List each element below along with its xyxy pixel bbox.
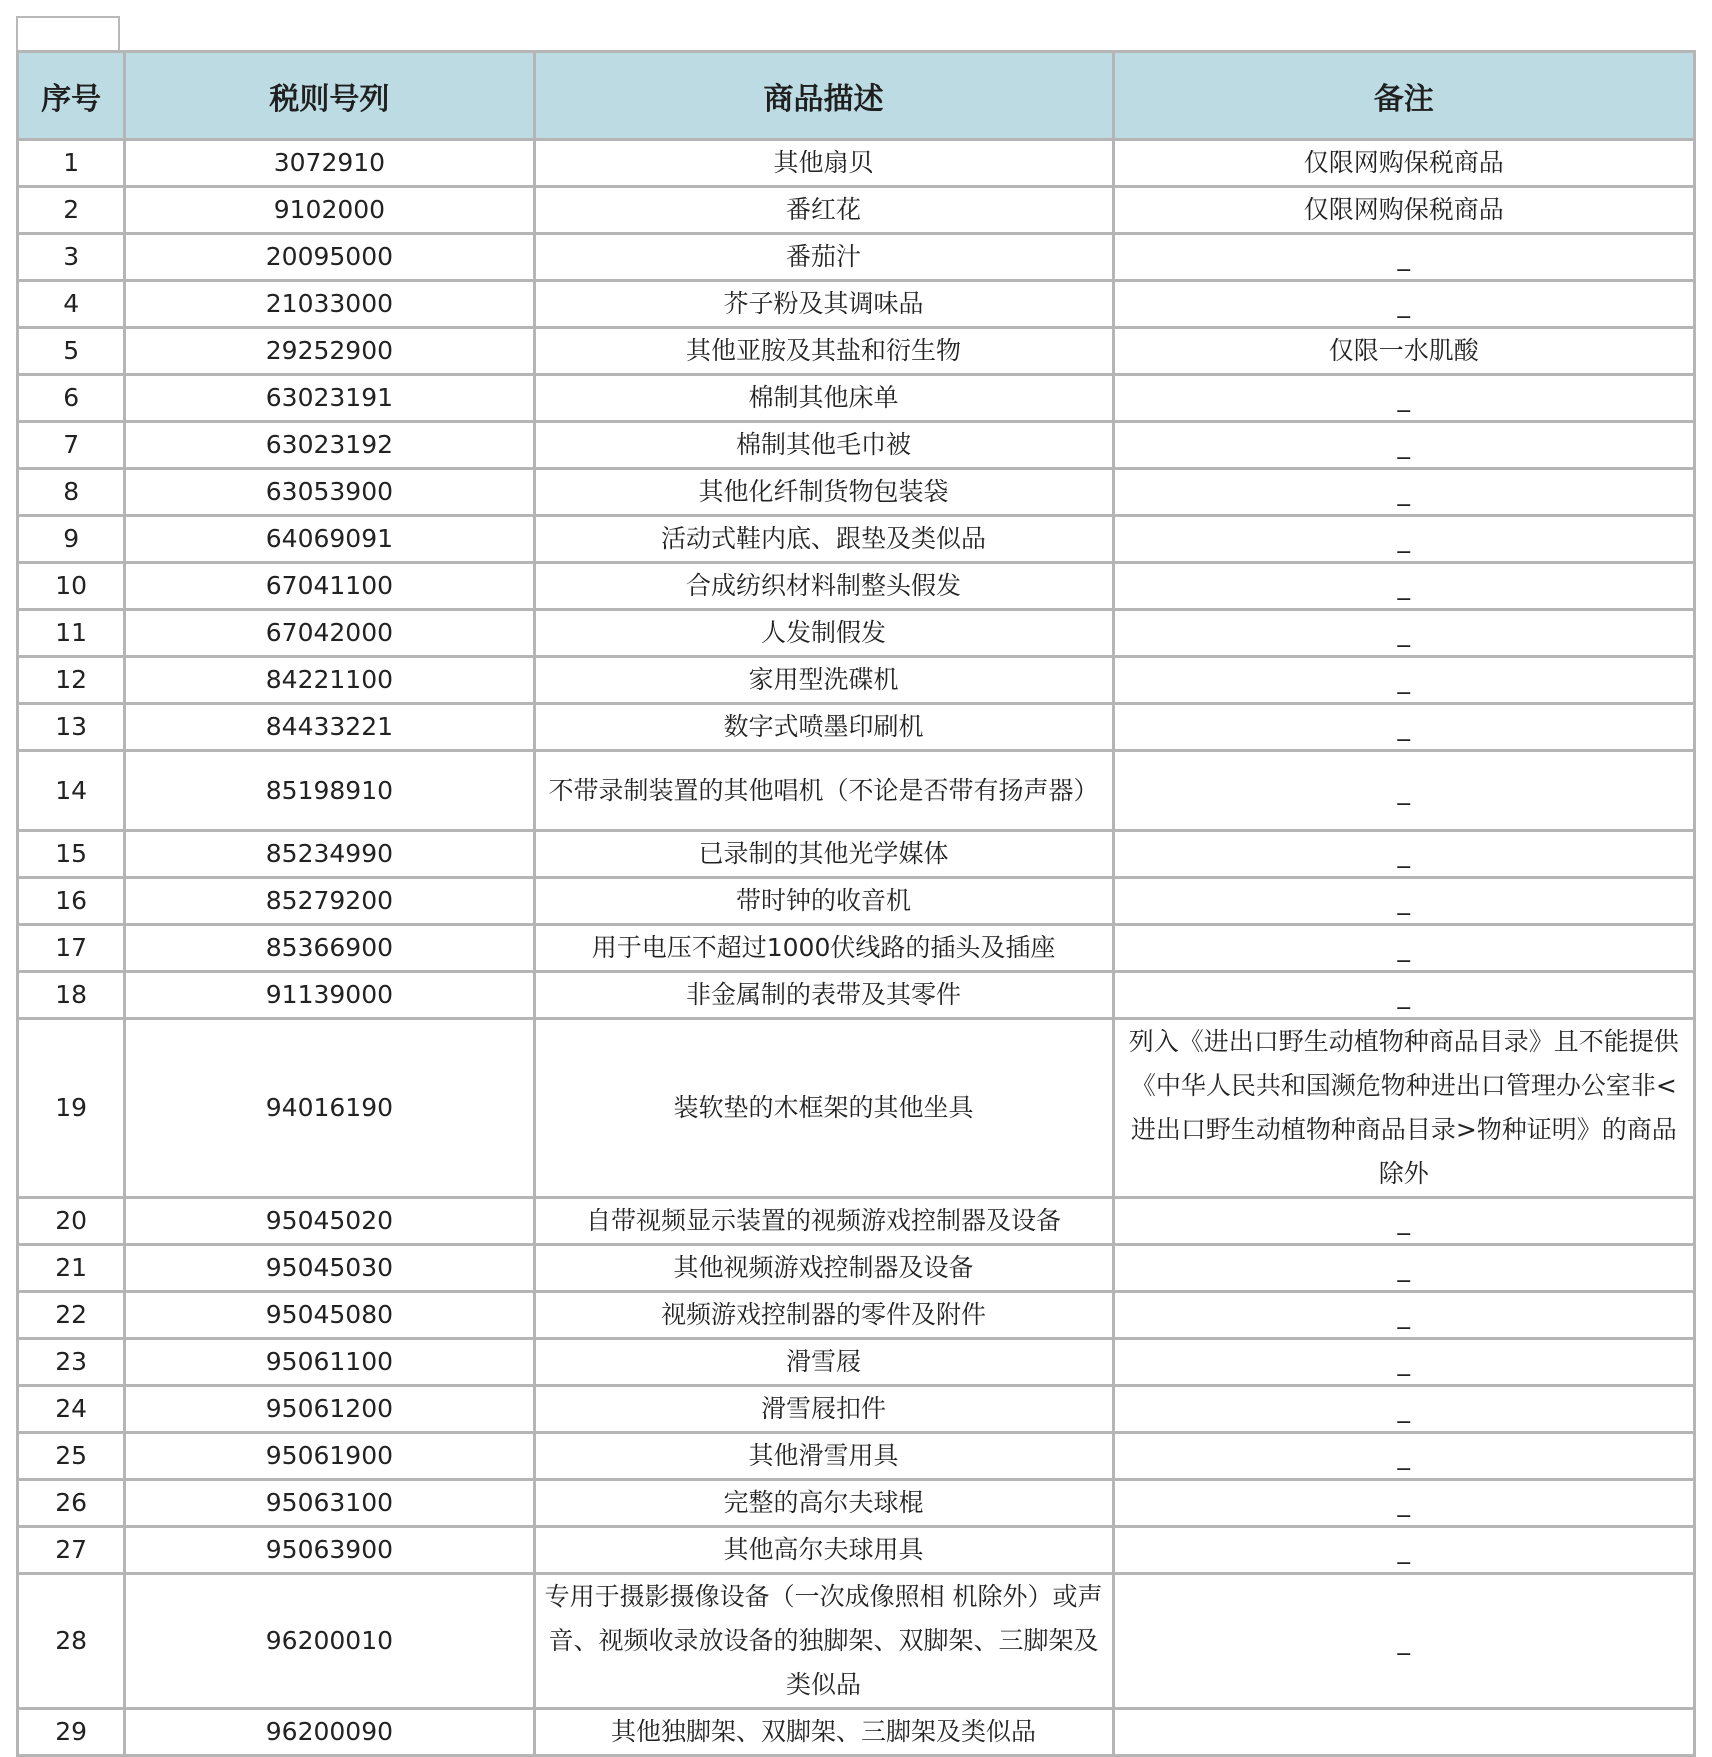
cell-index: 20 bbox=[18, 1198, 125, 1245]
cell-tariff-code: 9102000 bbox=[125, 187, 534, 234]
page bbox=[16, 16, 1696, 1757]
header-remarks: 备注 bbox=[1113, 52, 1694, 140]
cell-index: 5 bbox=[18, 328, 125, 375]
cell-tariff-code: 3072910 bbox=[125, 140, 534, 187]
header-tariff-code: 税则号列 bbox=[125, 52, 534, 140]
cell-index: 28 bbox=[18, 1574, 125, 1709]
cell-tariff-code: 85198910 bbox=[125, 751, 534, 831]
cell-tariff-code: 91139000 bbox=[125, 972, 534, 1019]
cell-remarks: _ bbox=[1113, 1386, 1694, 1433]
table-row bbox=[18, 1433, 1695, 1480]
cell-index: 25 bbox=[18, 1433, 125, 1480]
table-row bbox=[18, 1386, 1695, 1433]
cell-remarks: _ bbox=[1113, 281, 1694, 328]
cell-description: 视频游戏控制器的零件及附件 bbox=[534, 1292, 1113, 1339]
cell-index: 16 bbox=[18, 878, 125, 925]
cell-remarks: _ bbox=[1113, 375, 1694, 422]
cell-remarks: _ bbox=[1113, 516, 1694, 563]
cell-description: 棉制其他床单 bbox=[534, 375, 1113, 422]
cell-remarks: 仅限网购保税商品 bbox=[1113, 187, 1694, 234]
cell-tariff-code: 67041100 bbox=[125, 563, 534, 610]
cell-tariff-code: 84433221 bbox=[125, 704, 534, 751]
table-row bbox=[18, 375, 1695, 422]
cell-description: 不带录制装置的其他唱机（不论是否带有扬声器） bbox=[534, 751, 1113, 831]
cell-tariff-code: 67042000 bbox=[125, 610, 534, 657]
table-body bbox=[18, 140, 1695, 1756]
cell-index: 2 bbox=[18, 187, 125, 234]
header-description: 商品描述 bbox=[534, 52, 1113, 140]
cell-index: 27 bbox=[18, 1527, 125, 1574]
cell-tariff-code: 85366900 bbox=[125, 925, 534, 972]
cell-index: 18 bbox=[18, 972, 125, 1019]
cell-index: 29 bbox=[18, 1709, 125, 1756]
table-row bbox=[18, 751, 1695, 831]
cell-tariff-code: 95061100 bbox=[125, 1339, 534, 1386]
cell-remarks: _ bbox=[1113, 1339, 1694, 1386]
table-row bbox=[18, 657, 1695, 704]
cell-remarks: _ bbox=[1113, 1292, 1694, 1339]
cell-remarks: _ bbox=[1113, 751, 1694, 831]
cell-index: 8 bbox=[18, 469, 125, 516]
cell-remarks: _ bbox=[1113, 1198, 1694, 1245]
header-row bbox=[18, 52, 1695, 140]
cell-tariff-code: 64069091 bbox=[125, 516, 534, 563]
cell-description: 棉制其他毛巾被 bbox=[534, 422, 1113, 469]
cell-remarks: _ bbox=[1113, 1527, 1694, 1574]
corner-cell bbox=[16, 16, 120, 50]
cell-tariff-code: 95061900 bbox=[125, 1433, 534, 1480]
cell-tariff-code: 63023192 bbox=[125, 422, 534, 469]
cell-remarks: _ bbox=[1113, 831, 1694, 878]
cell-description: 其他视频游戏控制器及设备 bbox=[534, 1245, 1113, 1292]
cell-description: 其他亚胺及其盐和衍生物 bbox=[534, 328, 1113, 375]
cell-index: 7 bbox=[18, 422, 125, 469]
table-row bbox=[18, 610, 1695, 657]
cell-remarks: _ bbox=[1113, 925, 1694, 972]
cell-remarks: _ bbox=[1113, 1245, 1694, 1292]
cell-index: 24 bbox=[18, 1386, 125, 1433]
cell-description: 完整的高尔夫球棍 bbox=[534, 1480, 1113, 1527]
header-index: 序号 bbox=[18, 52, 125, 140]
cell-index: 13 bbox=[18, 704, 125, 751]
cell-description: 滑雪屐 bbox=[534, 1339, 1113, 1386]
table-row bbox=[18, 281, 1695, 328]
cell-index: 12 bbox=[18, 657, 125, 704]
cell-description: 其他高尔夫球用具 bbox=[534, 1527, 1113, 1574]
table-row bbox=[18, 1709, 1695, 1756]
cell-description: 番茄汁 bbox=[534, 234, 1113, 281]
cell-index: 14 bbox=[18, 751, 125, 831]
cell-tariff-code: 21033000 bbox=[125, 281, 534, 328]
cell-tariff-code: 94016190 bbox=[125, 1019, 534, 1198]
table-row bbox=[18, 878, 1695, 925]
cell-remarks: _ bbox=[1113, 469, 1694, 516]
cell-description: 其他独脚架、双脚架、三脚架及类似品 bbox=[534, 1709, 1113, 1756]
cell-remarks: _ bbox=[1113, 610, 1694, 657]
table-row bbox=[18, 1245, 1695, 1292]
cell-remarks: _ bbox=[1113, 878, 1694, 925]
cell-description: 其他化纤制货物包装袋 bbox=[534, 469, 1113, 516]
cell-description: 合成纺织材料制整头假发 bbox=[534, 563, 1113, 610]
cell-index: 9 bbox=[18, 516, 125, 563]
cell-description: 芥子粉及其调味品 bbox=[534, 281, 1113, 328]
cell-tariff-code: 29252900 bbox=[125, 328, 534, 375]
table-row bbox=[18, 563, 1695, 610]
cell-tariff-code: 96200090 bbox=[125, 1709, 534, 1756]
cell-tariff-code: 95045030 bbox=[125, 1245, 534, 1292]
cell-index: 23 bbox=[18, 1339, 125, 1386]
table-row bbox=[18, 140, 1695, 187]
cell-description: 其他扇贝 bbox=[534, 140, 1113, 187]
cell-index: 10 bbox=[18, 563, 125, 610]
cell-index: 4 bbox=[18, 281, 125, 328]
cell-description: 专用于摄影摄像设备（一次成像照相 机除外）或声音、视频收录放设备的独脚架、双脚架、三脚架及类似品 bbox=[534, 1574, 1113, 1709]
cell-remarks: _ bbox=[1113, 1433, 1694, 1480]
table-row bbox=[18, 1019, 1695, 1198]
cell-tariff-code: 85279200 bbox=[125, 878, 534, 925]
table-row bbox=[18, 328, 1695, 375]
table-row bbox=[18, 187, 1695, 234]
cell-tariff-code: 63053900 bbox=[125, 469, 534, 516]
cell-remarks: _ bbox=[1113, 234, 1694, 281]
cell-remarks: _ bbox=[1113, 422, 1694, 469]
cell-remarks: 仅限一水肌酸 bbox=[1113, 328, 1694, 375]
table-row bbox=[18, 1339, 1695, 1386]
cell-remarks: _ bbox=[1113, 1574, 1694, 1709]
cell-index: 1 bbox=[18, 140, 125, 187]
cell-description: 自带视频显示装置的视频游戏控制器及设备 bbox=[534, 1198, 1113, 1245]
cell-description: 带时钟的收音机 bbox=[534, 878, 1113, 925]
table-row bbox=[18, 234, 1695, 281]
cell-description: 人发制假发 bbox=[534, 610, 1113, 657]
cell-description: 番红花 bbox=[534, 187, 1113, 234]
cell-index: 19 bbox=[18, 1019, 125, 1198]
cell-tariff-code: 84221100 bbox=[125, 657, 534, 704]
table-row bbox=[18, 704, 1695, 751]
cell-index: 21 bbox=[18, 1245, 125, 1292]
cell-tariff-code: 95063100 bbox=[125, 1480, 534, 1527]
cell-description: 滑雪屐扣件 bbox=[534, 1386, 1113, 1433]
cell-description: 非金属制的表带及其零件 bbox=[534, 972, 1113, 1019]
table-row bbox=[18, 972, 1695, 1019]
cell-remarks: _ bbox=[1113, 657, 1694, 704]
table-row bbox=[18, 1527, 1695, 1574]
cell-description: 活动式鞋内底、跟垫及类似品 bbox=[534, 516, 1113, 563]
cell-index: 3 bbox=[18, 234, 125, 281]
cell-description: 用于电压不超过1000伏线路的插头及插座 bbox=[534, 925, 1113, 972]
cell-index: 15 bbox=[18, 831, 125, 878]
cell-index: 17 bbox=[18, 925, 125, 972]
cell-remarks: 仅限网购保税商品 bbox=[1113, 140, 1694, 187]
cell-index: 6 bbox=[18, 375, 125, 422]
cell-tariff-code: 96200010 bbox=[125, 1574, 534, 1709]
cell-remarks: _ bbox=[1113, 704, 1694, 751]
cell-tariff-code: 95045020 bbox=[125, 1198, 534, 1245]
table-row bbox=[18, 925, 1695, 972]
cell-remarks: _ bbox=[1113, 563, 1694, 610]
table-row bbox=[18, 1198, 1695, 1245]
cell-tariff-code: 85234990 bbox=[125, 831, 534, 878]
table-row bbox=[18, 422, 1695, 469]
table-row bbox=[18, 1292, 1695, 1339]
cell-index: 26 bbox=[18, 1480, 125, 1527]
cell-tariff-code: 95045080 bbox=[125, 1292, 534, 1339]
table-row bbox=[18, 831, 1695, 878]
cell-tariff-code: 63023191 bbox=[125, 375, 534, 422]
cell-description: 装软垫的木框架的其他坐具 bbox=[534, 1019, 1113, 1198]
cell-index: 11 bbox=[18, 610, 125, 657]
cell-remarks bbox=[1113, 1709, 1694, 1756]
table-row bbox=[18, 1574, 1695, 1709]
cell-description: 家用型洗碟机 bbox=[534, 657, 1113, 704]
cell-description: 已录制的其他光学媒体 bbox=[534, 831, 1113, 878]
cell-tariff-code: 95061200 bbox=[125, 1386, 534, 1433]
cell-remarks: 列入《进出口野生动植物种商品目录》且不能提供《中华人民共和国濒危物种进出口管理办公室非<进出口野生动植物种商品目录>物种证明》的商品除外 bbox=[1113, 1019, 1694, 1198]
cell-description: 数字式喷墨印刷机 bbox=[534, 704, 1113, 751]
table-row bbox=[18, 516, 1695, 563]
table-row bbox=[18, 469, 1695, 516]
cell-remarks: _ bbox=[1113, 1480, 1694, 1527]
table-row bbox=[18, 1480, 1695, 1527]
cell-tariff-code: 20095000 bbox=[125, 234, 534, 281]
cell-remarks: _ bbox=[1113, 972, 1694, 1019]
tariff-table bbox=[16, 50, 1696, 1757]
cell-index: 22 bbox=[18, 1292, 125, 1339]
cell-tariff-code: 95063900 bbox=[125, 1527, 534, 1574]
cell-description: 其他滑雪用具 bbox=[534, 1433, 1113, 1480]
